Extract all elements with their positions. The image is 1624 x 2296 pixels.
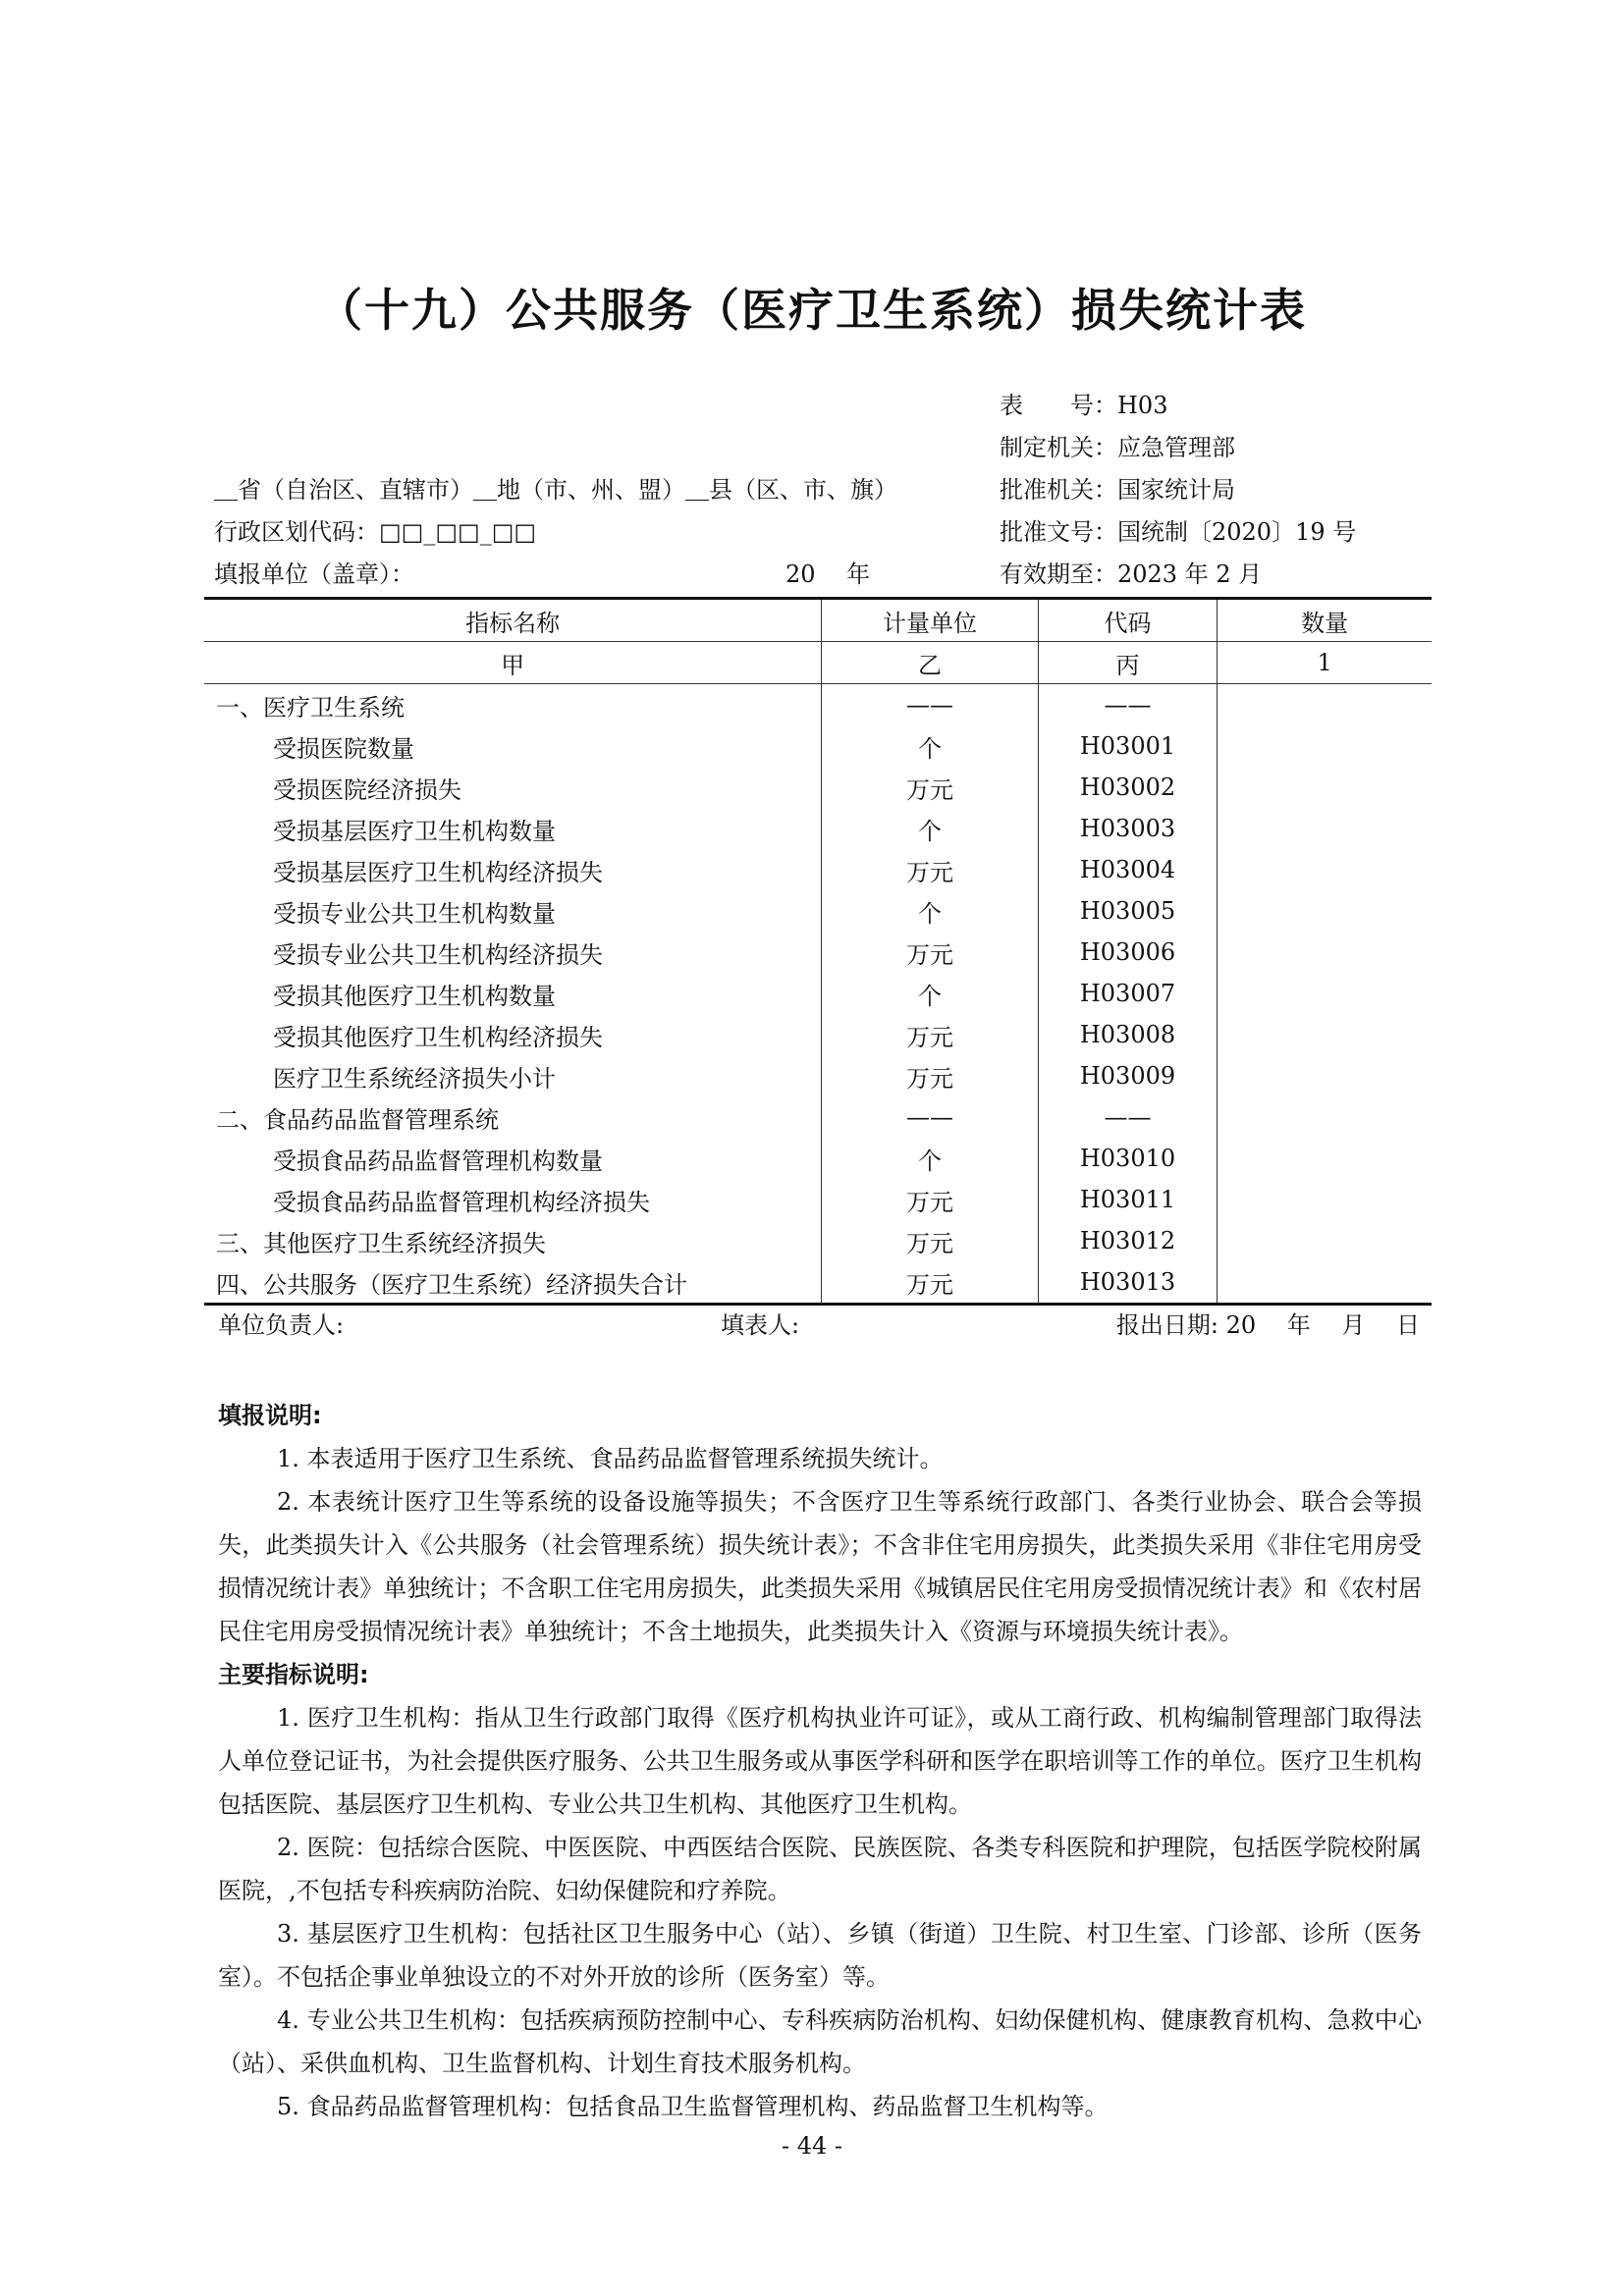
row-unit: 万元 xyxy=(822,1179,1038,1220)
row-quantity[interactable] xyxy=(1218,767,1432,808)
filling-instructions-heading: 填报说明: xyxy=(218,1402,322,1429)
subheader-one: 1 xyxy=(1218,642,1432,684)
row-indicator-name: 受损其他医疗卫生机构经济损失 xyxy=(273,1023,603,1051)
indicator-note-3: 3. 基层医疗卫生机构：包括社区卫生服务中心（站）、乡镇（街道）卫生院、村卫生室、门诊部、诊所（医务室）。不包括企事业单独设立的不对外开放的诊所（医务室）等。 xyxy=(218,1920,1422,1991)
row-unit: 个 xyxy=(822,973,1038,1014)
table-row xyxy=(204,1179,1432,1220)
row-code: H03009 xyxy=(1038,1055,1218,1096)
year-label: 20 年 xyxy=(785,561,871,588)
row-quantity[interactable] xyxy=(1218,1138,1432,1179)
row-code: H03006 xyxy=(1038,932,1218,973)
row-unit: 万元 xyxy=(822,932,1038,973)
row-unit: 万元 xyxy=(822,1055,1038,1096)
row-indicator-name: 受损专业公共卫生机构经济损失 xyxy=(273,940,603,969)
region-code-label: 行政区划代码：□□_□□_□□ xyxy=(214,518,537,546)
row-code: —— xyxy=(1038,1096,1218,1138)
loss-stat-table xyxy=(204,597,1432,1306)
row-indicator-name: 受损其他医疗卫生机构数量 xyxy=(273,982,556,1010)
indicator-note-4: 4. 专业公共卫生机构：包括疾病预防控制中心、专科疾病防治机构、妇幼保健机构、健康教育机构、急救中心（站）、采供血机构、卫生监督机构、计划生育技术服务机构。 xyxy=(218,2006,1422,2077)
row-indicator-name: 三、其他医疗卫生系统经济损失 xyxy=(216,1229,546,1257)
row-quantity[interactable] xyxy=(1218,1014,1432,1055)
row-code: H03005 xyxy=(1038,890,1218,932)
row-unit: 万元 xyxy=(822,1261,1038,1305)
indicator-explanation-heading: 主要指标说明: xyxy=(218,1661,369,1688)
filler-label: 填表人: xyxy=(721,1311,800,1339)
responsible-person-label: 单位负责人: xyxy=(218,1311,345,1339)
table-row xyxy=(204,725,1432,767)
row-indicator-name: 受损食品药品监督管理机构数量 xyxy=(273,1147,603,1175)
subheader-yi: 乙 xyxy=(822,642,1038,684)
row-code: H03003 xyxy=(1038,808,1218,849)
valid-until: 有效期至：2023 年 2 月 xyxy=(1000,561,1263,588)
row-quantity[interactable] xyxy=(1218,1096,1432,1138)
row-indicator-name: 受损医院数量 xyxy=(273,734,414,763)
header-code: 代码 xyxy=(1038,599,1218,642)
table-row xyxy=(204,932,1432,973)
page-number: - 44 - xyxy=(781,2132,842,2160)
indicator-note-5: 5. 食品药品监督管理机构：包括食品卫生监督管理机构、药品监督卫生机构等。 xyxy=(277,2093,1109,2120)
reporting-unit-label: 填报单位（盖章）： xyxy=(214,561,414,588)
row-quantity[interactable] xyxy=(1218,1261,1432,1305)
row-code: H03013 xyxy=(1038,1261,1218,1305)
row-indicator-name: 受损基层医疗卫生机构数量 xyxy=(273,817,556,845)
row-code: H03012 xyxy=(1038,1220,1218,1261)
row-code: H03008 xyxy=(1038,1014,1218,1055)
header-indicator: 指标名称 xyxy=(204,599,822,642)
row-code: H03011 xyxy=(1038,1179,1218,1220)
table-number: 表 号：H03 xyxy=(1000,392,1168,419)
row-code: H03007 xyxy=(1038,973,1218,1014)
form-meta xyxy=(1000,385,1356,596)
row-unit: —— xyxy=(822,684,1038,726)
table-row xyxy=(204,1014,1432,1055)
table-row xyxy=(204,767,1432,808)
approving-authority: 批准机关：国家统计局 xyxy=(1000,476,1235,504)
row-unit: 个 xyxy=(822,808,1038,849)
approval-number: 批准文号：国统制〔2020〕19 号 xyxy=(1000,518,1357,546)
row-quantity[interactable] xyxy=(1218,1055,1432,1096)
row-unit: 个 xyxy=(822,890,1038,932)
row-quantity[interactable] xyxy=(1218,684,1432,726)
row-unit: 个 xyxy=(822,725,1038,767)
page-title: （十九）公共服务（医疗卫生系统）损失统计表 xyxy=(317,284,1307,337)
row-quantity[interactable] xyxy=(1218,849,1432,890)
table-row xyxy=(204,890,1432,932)
table-row xyxy=(204,684,1432,726)
row-indicator-name: 受损专业公共卫生机构数量 xyxy=(273,899,556,928)
row-quantity[interactable] xyxy=(1218,973,1432,1014)
report-date-label: 报出日期: 20 年 月 日 xyxy=(1115,1311,1420,1339)
row-code: —— xyxy=(1038,684,1218,726)
header-unit: 计量单位 xyxy=(822,599,1038,642)
table-row xyxy=(204,1138,1432,1179)
filling-note-2: 2. 本表统计医疗卫生等系统的设备设施等损失；不含医疗卫生等系统行政部门、各类行业协会、联合会等损失，此类损失计入《公共服务（社会管理系统）损失统计表》；不含非住宅用房损失，此类损失采用《非住宅用房受损情况统计表》单独统计；不含职工住宅用房损失，此类损失采用《城镇居民住宅用房受损情况统计表》和《农村居民住宅用房受损情况统计表》单独统计；不含土地损失，此类损失计入《资源与环境损失统计表》。 xyxy=(218,1488,1422,1645)
row-indicator-name: 受损基层医疗卫生机构经济损失 xyxy=(273,858,603,886)
row-indicator-name: 医疗卫生系统经济损失小计 xyxy=(273,1064,556,1093)
row-unit: 万元 xyxy=(822,1220,1038,1261)
table-row xyxy=(204,849,1432,890)
subheader-bing: 丙 xyxy=(1038,642,1218,684)
table-subheader-row xyxy=(204,642,1432,684)
row-indicator-name: 二、食品药品监督管理系统 xyxy=(216,1105,499,1134)
table-row xyxy=(204,1096,1432,1138)
row-code: H03004 xyxy=(1038,849,1218,890)
row-unit: 万元 xyxy=(822,849,1038,890)
row-unit: 万元 xyxy=(822,1014,1038,1055)
row-quantity[interactable] xyxy=(1218,1179,1432,1220)
row-code: H03002 xyxy=(1038,767,1218,808)
filling-note-1: 1. 本表适用于医疗卫生系统、食品药品监督管理系统损失统计。 xyxy=(277,1445,944,1472)
row-indicator-name: 四、公共服务（医疗卫生系统）经济损失合计 xyxy=(204,1261,822,1305)
row-code: H03001 xyxy=(1038,725,1218,767)
row-code: H03010 xyxy=(1038,1138,1218,1179)
row-indicator-name: 受损医院经济损失 xyxy=(273,775,461,804)
row-unit: 个 xyxy=(822,1138,1038,1179)
subheader-jia: 甲 xyxy=(204,642,822,684)
row-indicator-name: 受损食品药品监督管理机构经济损失 xyxy=(273,1188,650,1216)
signature-line xyxy=(218,1306,1420,1345)
table-row xyxy=(204,973,1432,1014)
table-row xyxy=(204,808,1432,849)
row-quantity[interactable] xyxy=(1218,725,1432,767)
header-quantity: 数量 xyxy=(1218,599,1432,642)
table-row xyxy=(204,1261,1432,1305)
row-quantity[interactable] xyxy=(1218,808,1432,849)
issuing-authority: 制定机关：应急管理部 xyxy=(1000,434,1235,461)
table-row xyxy=(204,1220,1432,1261)
table-header-row xyxy=(204,599,1432,642)
table-row xyxy=(204,1055,1432,1096)
row-quantity[interactable] xyxy=(1218,932,1432,973)
indicator-note-1: 1. 医疗卫生机构：指从卫生行政部门取得《医疗机构执业许可证》，或从工商行政、机构编制管理部门取得法人单位登记证书，为社会提供医疗服务、公共卫生服务或从事医学科研和医学在职培训等工作的单位。医疗卫生机构包括医院、基层医疗卫生机构、专业公共卫生机构、其他医疗卫生机构。 xyxy=(218,1704,1422,1818)
row-unit: 万元 xyxy=(822,767,1038,808)
row-unit: —— xyxy=(822,1096,1038,1138)
row-quantity[interactable] xyxy=(1218,890,1432,932)
row-indicator-name: 一、医疗卫生系统 xyxy=(216,693,405,721)
notes-section xyxy=(218,1394,1422,2128)
row-quantity[interactable] xyxy=(1218,1220,1432,1261)
region-line: ＿省（自治区、直辖市）＿地（市、州、盟）＿县（区、市、旗） xyxy=(214,476,897,504)
indicator-note-2: 2. 医院：包括综合医院、中医医院、中西医结合医院、民族医院、各类专科医院和护理院，包括医学院校附属医院，,不包括专科疾病防治院、妇幼保健院和疗养院。 xyxy=(218,1834,1422,1904)
